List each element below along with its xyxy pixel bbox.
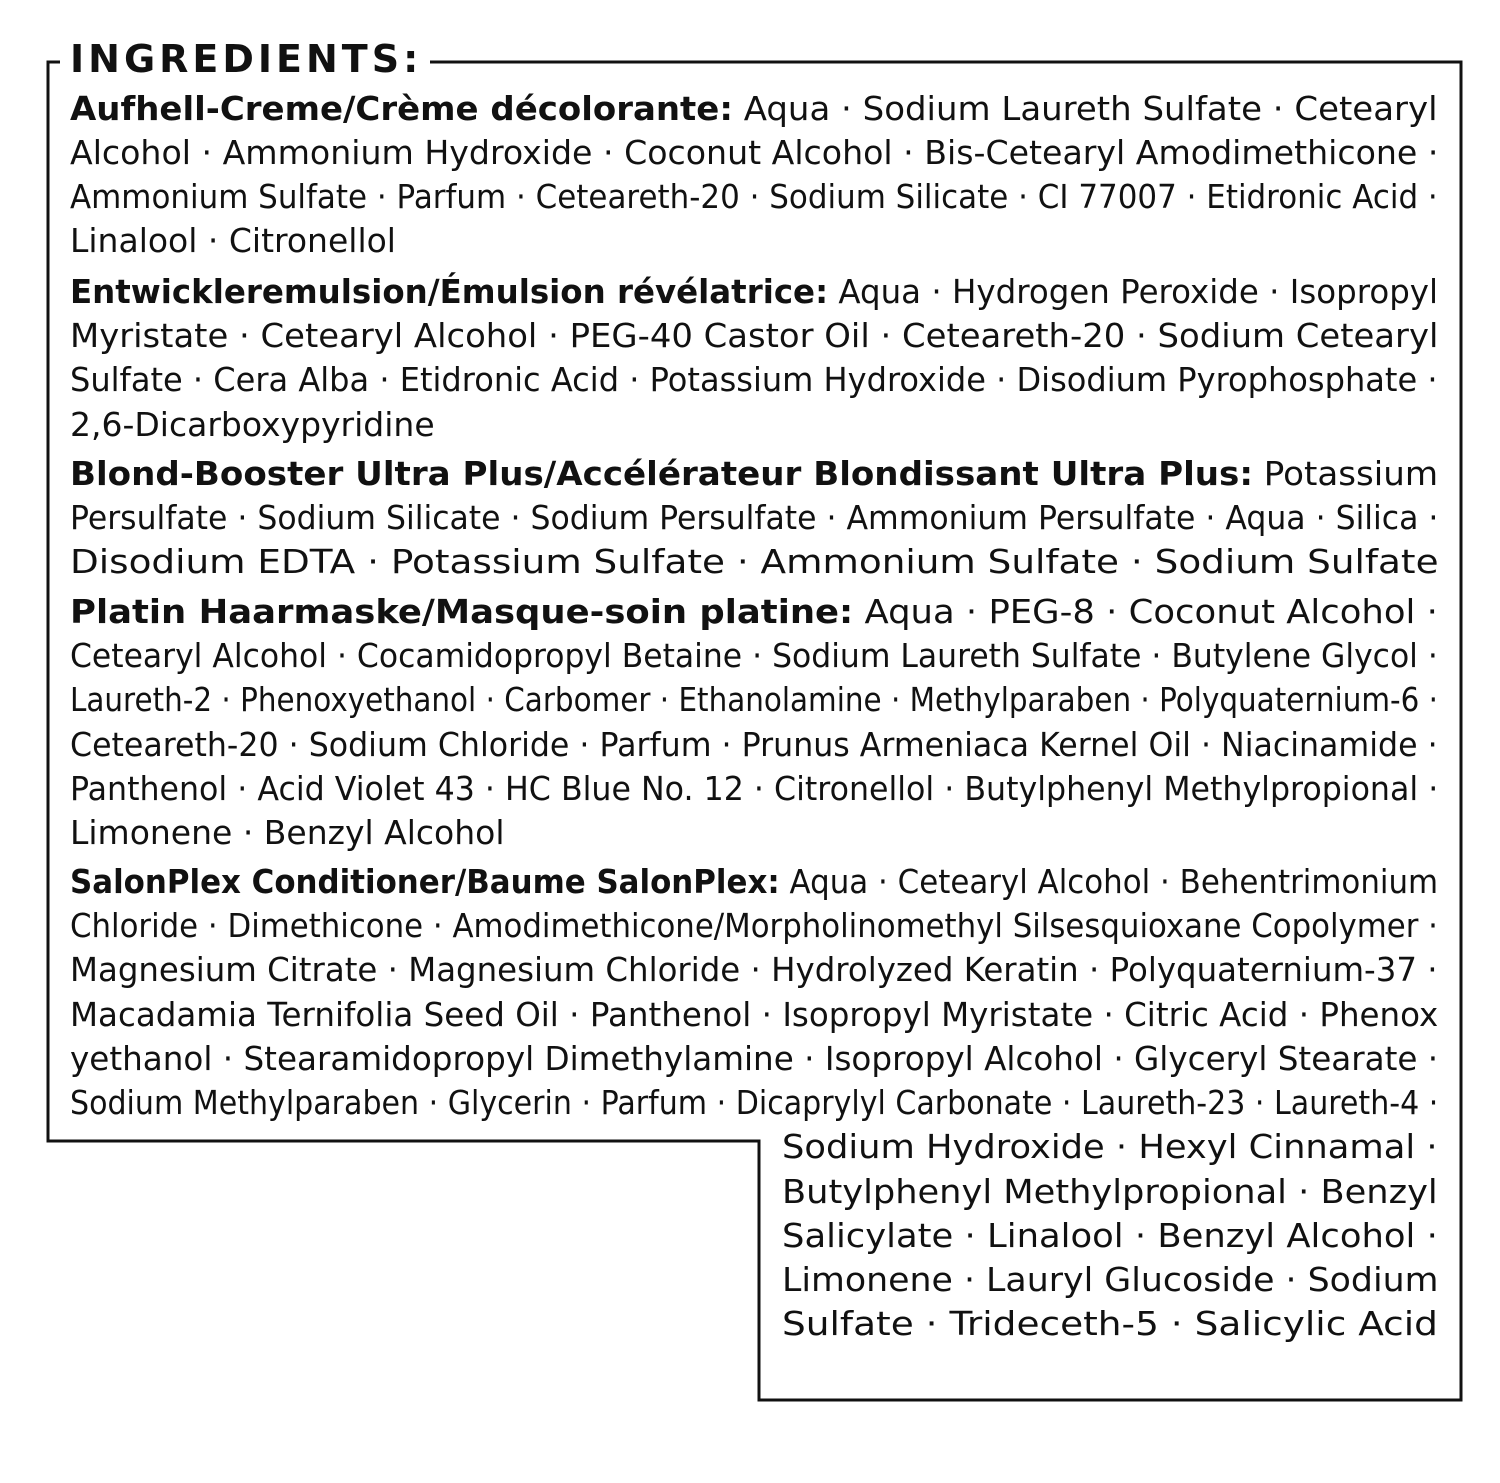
section-5-line: Sulfate · Trideceth-5 · Salicylic Acid <box>782 1304 1438 1343</box>
section-3-label: Blond-Booster Ultra Plus/Accélérateur Blondissant Ultra Plus: <box>70 454 1253 493</box>
section-5-line: Limonene · Lauryl Glucoside · Sodium <box>782 1260 1439 1299</box>
section-4-text: Aqua · PEG-8 · Coconut Alcohol · <box>853 592 1438 631</box>
section-5-line: Magnesium Citrate · Magnesium Chloride · Hydrolyzed Keratin · Polyquaternium-37 · <box>70 950 1438 989</box>
section-2-line <box>70 271 1438 313</box>
section-3-text: Potassium <box>1252 454 1439 493</box>
section-5-line <box>70 861 1438 903</box>
section-2-line: Sulfate · Cera Alba · Etidronic Acid · Potassium Hydroxide · Disodium Pyrophosphate · <box>70 360 1438 399</box>
section-1-line: Ammonium Sulfate · Parfum · Ceteareth-20 · Sodium Silicate · CI 77007 · Etidronic Acid · <box>70 177 1438 216</box>
section-4-line: Cetearyl Alcohol · Cocamidopropyl Betaine · Sodium Laureth Sulfate · Butylene Glycol · <box>70 636 1438 675</box>
section-4-line: Panthenol · Acid Violet 43 · HC Blue No. 12 · Citronellol · Butylphenyl Methylpropional · <box>70 769 1439 808</box>
section-2-text: Aqua · Hydrogen Peroxide · Isopropyl <box>828 272 1439 311</box>
section-2-line: Myristate · Cetearyl Alcohol · PEG-40 Castor Oil · Ceteareth-20 · Sodium Cetearyl <box>70 316 1439 355</box>
section-2-label: Entwickleremulsion/Émulsion révélatrice: <box>70 272 829 311</box>
section-4-label: Platin Haarmaske/Masque-soin platine: <box>70 592 854 631</box>
section-5-label: SalonPlex Conditioner/Baume SalonPlex: <box>70 862 780 901</box>
section-2-line: 2,6-Dicarboxypyridine <box>70 405 435 444</box>
section-5-line: Sodium Hydroxide · Hexyl Cinnamal · <box>782 1127 1438 1166</box>
section-4-line: Ceteareth-20 · Sodium Chloride · Parfum · Prunus Armeniaca Kernel Oil · Niacinamide · <box>70 725 1438 764</box>
section-1-line <box>70 88 1438 130</box>
section-1-text: Aqua · Sodium Laureth Sulfate · Cetearyl <box>732 89 1438 128</box>
section-3-line <box>70 453 1438 495</box>
section-1-label: Aufhell-Creme/Crème décolorante: <box>70 89 733 128</box>
section-5-line: Macadamia Ternifolia Seed Oil · Panthenol · Isopropyl Myristate · Citric Acid · Phenox <box>70 995 1439 1034</box>
section-1-line: Linalool · Citronellol <box>70 221 396 260</box>
section-4-line: Limonene · Benzyl Alcohol <box>70 813 505 852</box>
ingredients-heading: INGREDIENTS: <box>70 36 430 82</box>
section-1-line: Alcohol · Ammonium Hydroxide · Coconut Alcohol · Bis-Cetearyl Amodimethicone · <box>70 133 1439 172</box>
section-4-line: Laureth-2 · Phenoxyethanol · Carbomer · Ethanolamine · Methylparaben · Polyquaternium-6 · <box>70 680 1439 719</box>
section-5-text: Aqua · Cetearyl Alcohol · Behentrimonium <box>779 862 1439 901</box>
section-5-line: Butylphenyl Methylpropional · Benzyl <box>782 1172 1438 1211</box>
section-5-line: Sodium Methylparaben · Glycerin · Parfum · Dicaprylyl Carbonate · Laureth-23 · Laureth-4 · <box>70 1083 1439 1122</box>
section-3-line: Disodium EDTA · Potassium Sulfate · Ammonium Sulfate · Sodium Sulfate <box>70 542 1439 581</box>
section-5-line: Chloride · Dimethicone · Amodimethicone/Morpholinomethyl Silsesquioxane Copolymer · <box>70 906 1438 945</box>
section-3-line: Persulfate · Sodium Silicate · Sodium Persulfate · Ammonium Persulfate · Aqua · Silica · <box>70 498 1439 537</box>
section-5-line: Salicylate · Linalool · Benzyl Alcohol · <box>782 1216 1438 1255</box>
section-4-line <box>70 591 1438 633</box>
section-5-line: yethanol · Stearamidopropyl Dimethylamine · Isopropyl Alcohol · Glyceryl Stearate · <box>70 1039 1439 1078</box>
